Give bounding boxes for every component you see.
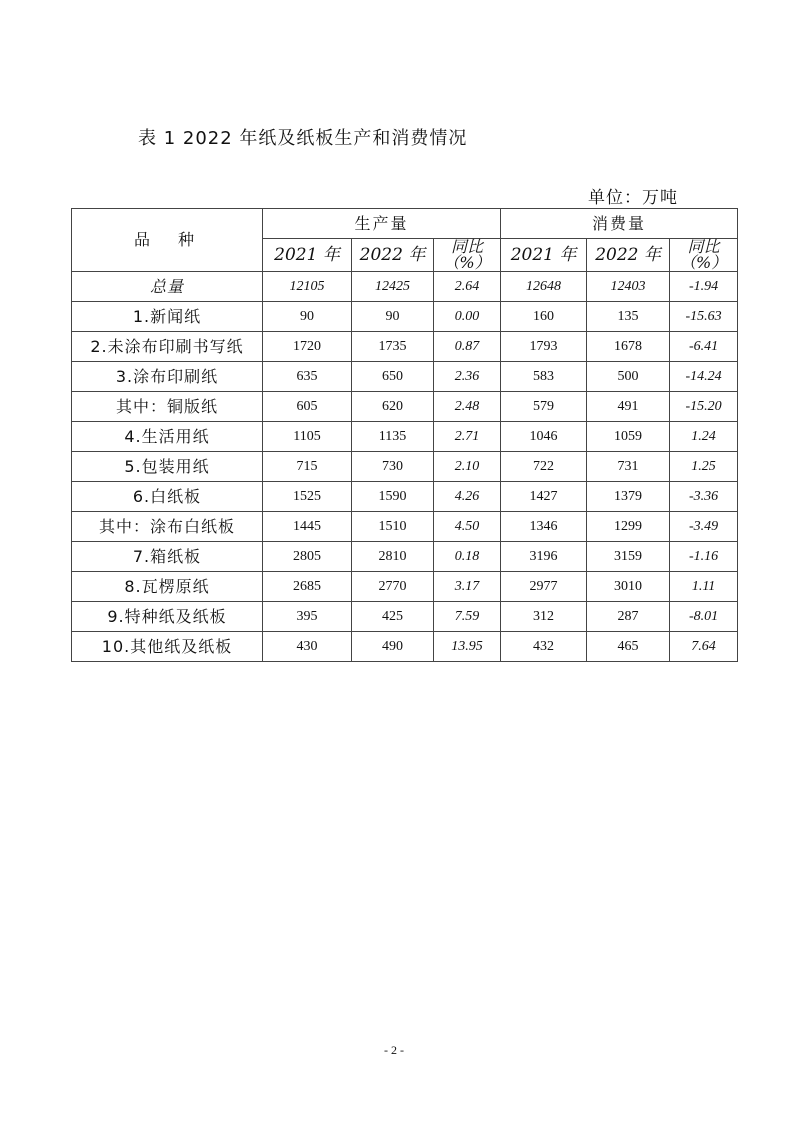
cell-c2021: 12648: [501, 272, 587, 302]
cell-p2021: 1720: [263, 332, 352, 362]
cell-p2021: 635: [263, 362, 352, 392]
cell-p-yoy: 0.87: [434, 332, 501, 362]
production-2022-header: 2022 年: [352, 239, 434, 272]
cell-c2021: 3196: [501, 542, 587, 572]
cell-name: 其中：涂布白纸板: [72, 512, 263, 542]
table-row: [72, 422, 738, 452]
cell-p2021: 90: [263, 302, 352, 332]
cell-c2022: 135: [587, 302, 670, 332]
cell-name: 1.新闻纸: [72, 302, 263, 332]
production-header: 生产量: [263, 209, 501, 239]
cell-c2021: 583: [501, 362, 587, 392]
cell-p2021: 1525: [263, 482, 352, 512]
cell-p2022: 1135: [352, 422, 434, 452]
cell-p-yoy: 2.48: [434, 392, 501, 422]
cell-c-yoy: -1.16: [670, 542, 738, 572]
table-row: [72, 482, 738, 512]
cell-p2022: 650: [352, 362, 434, 392]
cell-p2022: 425: [352, 602, 434, 632]
cell-p2022: 490: [352, 632, 434, 662]
cell-c-yoy: -14.24: [670, 362, 738, 392]
table-row: [72, 542, 738, 572]
cell-c-yoy: 7.64: [670, 632, 738, 662]
table-row: [72, 512, 738, 542]
table-row: [72, 272, 738, 302]
cell-c2021: 312: [501, 602, 587, 632]
table-row: [72, 332, 738, 362]
consumption-2022-header: 2022 年: [587, 239, 670, 272]
cell-c-yoy: -1.94: [670, 272, 738, 302]
cell-p-yoy: 2.10: [434, 452, 501, 482]
cell-p2022: 12425: [352, 272, 434, 302]
cell-p2021: 2685: [263, 572, 352, 602]
cell-c2022: 1059: [587, 422, 670, 452]
production-yoy-header: [434, 239, 501, 272]
cell-c-yoy: -3.49: [670, 512, 738, 542]
cell-p-yoy: 4.26: [434, 482, 501, 512]
cell-c2022: 500: [587, 362, 670, 392]
cell-p-yoy: 2.71: [434, 422, 501, 452]
cell-name: 总量: [72, 272, 263, 302]
table-row: [72, 572, 738, 602]
cell-p2021: 1445: [263, 512, 352, 542]
production-2021-header: 2021 年: [263, 239, 352, 272]
cell-c2022: 3159: [587, 542, 670, 572]
cell-name: 3.涂布印刷纸: [72, 362, 263, 392]
cell-p2021: 430: [263, 632, 352, 662]
cell-p2022: 1590: [352, 482, 434, 512]
table-row: [72, 632, 738, 662]
cell-c2021: 2977: [501, 572, 587, 602]
cell-c-yoy: -15.63: [670, 302, 738, 332]
cell-c2022: 491: [587, 392, 670, 422]
cell-p-yoy: 2.36: [434, 362, 501, 392]
unit-label: 单位：万吨: [588, 188, 678, 208]
cell-p2021: 12105: [263, 272, 352, 302]
cell-p2021: 1105: [263, 422, 352, 452]
table-body: [72, 272, 738, 662]
cell-c2022: 731: [587, 452, 670, 482]
production-yoy-label: 同比: [451, 237, 484, 256]
table-row: [72, 302, 738, 332]
cell-p2022: 90: [352, 302, 434, 332]
cell-c2022: 287: [587, 602, 670, 632]
page-number: - 2 -: [384, 1043, 404, 1057]
cell-c2022: 465: [587, 632, 670, 662]
cell-c2021: 579: [501, 392, 587, 422]
cell-name: 4.生活用纸: [72, 422, 263, 452]
cell-c2022: 1678: [587, 332, 670, 362]
cell-p2021: 715: [263, 452, 352, 482]
cell-name: 6.白纸板: [72, 482, 263, 512]
consumption-yoy-label: 同比: [687, 237, 720, 256]
cell-p2022: 620: [352, 392, 434, 422]
cell-p2021: 2805: [263, 542, 352, 572]
cell-name: 8.瓦楞原纸: [72, 572, 263, 602]
cell-c-yoy: -6.41: [670, 332, 738, 362]
cell-c2022: 12403: [587, 272, 670, 302]
table-row: [72, 362, 738, 392]
cell-name: 2.未涂布印刷书写纸: [72, 332, 263, 362]
cell-p-yoy: 0.00: [434, 302, 501, 332]
cell-p-yoy: 7.59: [434, 602, 501, 632]
cell-c2021: 1427: [501, 482, 587, 512]
cell-p2022: 2770: [352, 572, 434, 602]
cell-c2021: 432: [501, 632, 587, 662]
cell-c2021: 1046: [501, 422, 587, 452]
cell-c-yoy: 1.24: [670, 422, 738, 452]
cell-c2021: 160: [501, 302, 587, 332]
consumption-yoy-unit: （%）: [679, 253, 728, 272]
cell-p2021: 395: [263, 602, 352, 632]
cell-c2021: 722: [501, 452, 587, 482]
cell-name: 10.其他纸及纸板: [72, 632, 263, 662]
table-row: [72, 452, 738, 482]
table-title: 表 1 2022 年纸及纸板生产和消费情况: [138, 128, 468, 149]
cell-name: 7.箱纸板: [72, 542, 263, 572]
cell-name: 5.包装用纸: [72, 452, 263, 482]
paper-production-consumption-table: [71, 208, 738, 662]
consumption-header: 消费量: [501, 209, 738, 239]
cell-c-yoy: -8.01: [670, 602, 738, 632]
cell-p-yoy: 13.95: [434, 632, 501, 662]
cell-c2022: 1379: [587, 482, 670, 512]
cell-c-yoy: 1.11: [670, 572, 738, 602]
cell-p-yoy: 2.64: [434, 272, 501, 302]
cell-c2021: 1793: [501, 332, 587, 362]
cell-p2022: 1510: [352, 512, 434, 542]
cell-c-yoy: -15.20: [670, 392, 738, 422]
cell-p2022: 2810: [352, 542, 434, 572]
cell-c-yoy: 1.25: [670, 452, 738, 482]
cell-c-yoy: -3.36: [670, 482, 738, 512]
production-yoy-unit: （%）: [443, 253, 491, 272]
cell-name: 其中：铜版纸: [72, 392, 263, 422]
cell-c2022: 3010: [587, 572, 670, 602]
cell-c2022: 1299: [587, 512, 670, 542]
cell-name: 9.特种纸及纸板: [72, 602, 263, 632]
cell-p2021: 605: [263, 392, 352, 422]
cell-p-yoy: 4.50: [434, 512, 501, 542]
cell-p2022: 1735: [352, 332, 434, 362]
cell-p2022: 730: [352, 452, 434, 482]
cell-c2021: 1346: [501, 512, 587, 542]
consumption-yoy-header: [670, 239, 738, 272]
cell-p-yoy: 0.18: [434, 542, 501, 572]
table-row: [72, 602, 738, 632]
variety-header: 品 种: [72, 209, 263, 272]
cell-p-yoy: 3.17: [434, 572, 501, 602]
table-row: [72, 392, 738, 422]
consumption-2021-header: 2021 年: [501, 239, 587, 272]
